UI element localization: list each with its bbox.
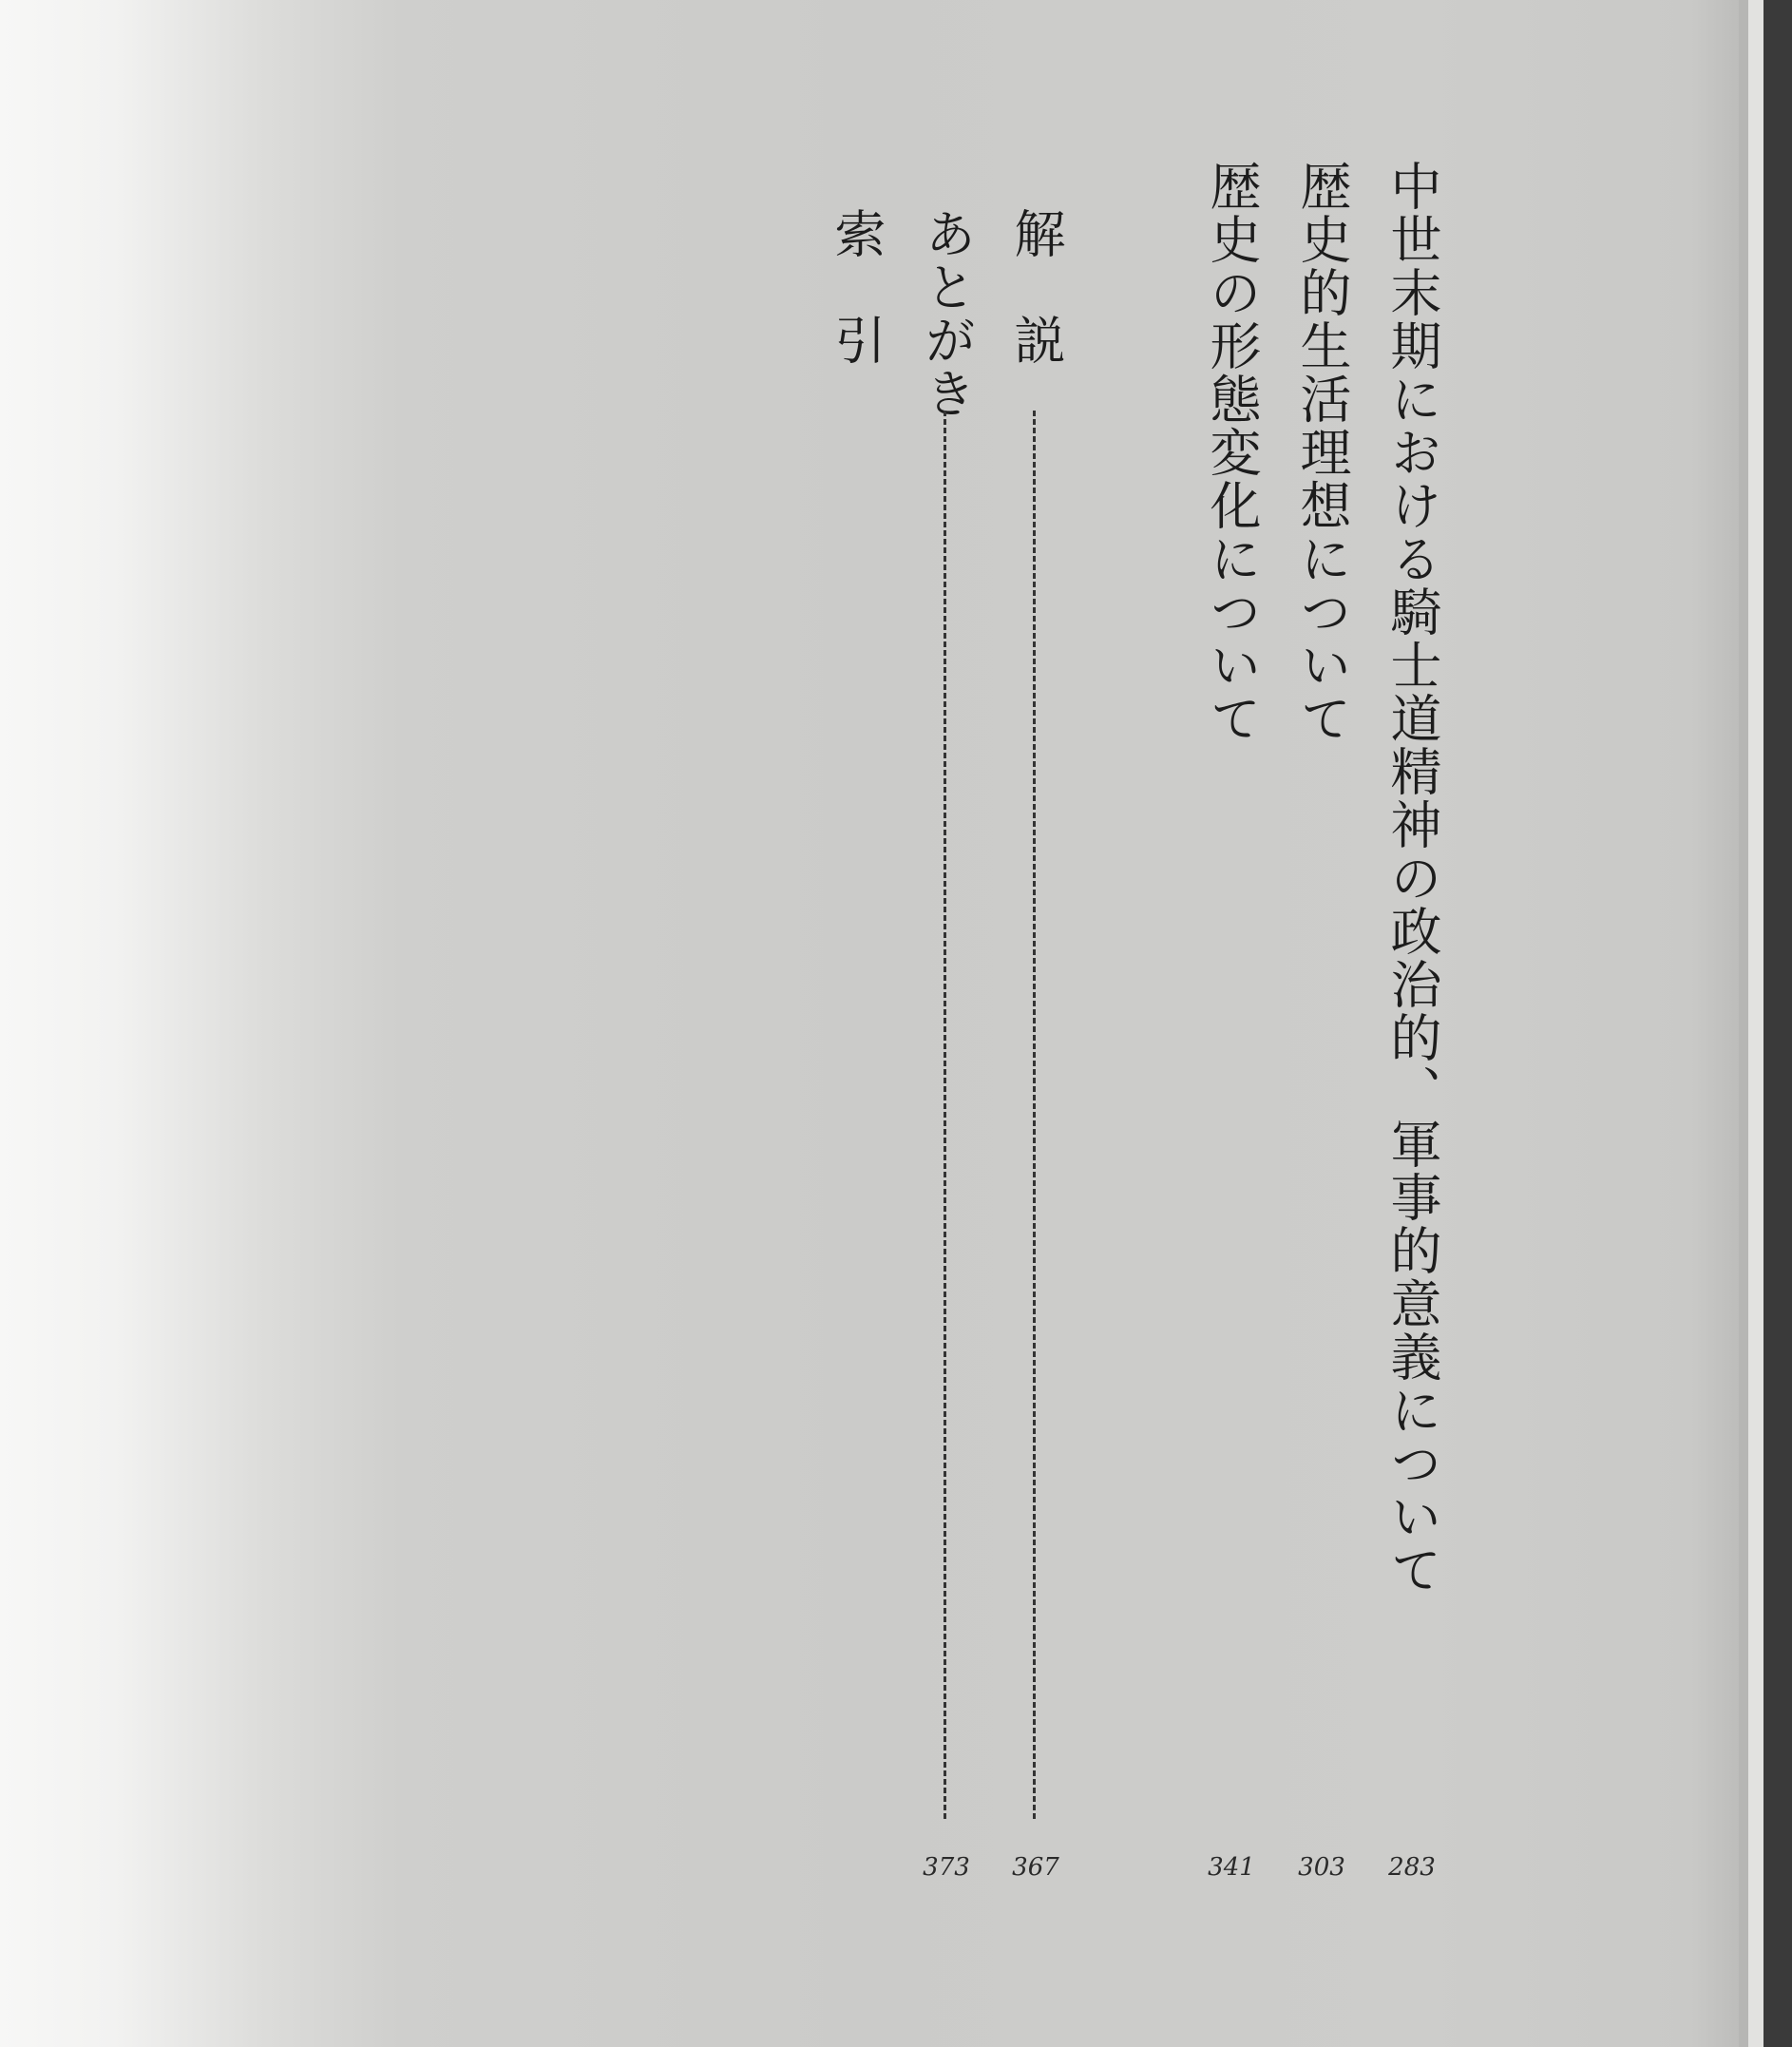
page-gutter (1748, 0, 1763, 2047)
dotted-leader (1033, 411, 1036, 1819)
dotted-leader (944, 411, 946, 1819)
toc-entry-title: 歴史的生活理想について (1292, 160, 1352, 745)
toc-page-number: 303 (1298, 1853, 1345, 1882)
toc-page-number: 283 (1388, 1853, 1436, 1882)
toc-entry-title: 解 説 (1006, 207, 1066, 367)
book-cover-edge (1763, 0, 1792, 2047)
toc-entry-title: 歴史の形態変化について (1202, 160, 1262, 745)
page-edge (1739, 0, 1748, 2047)
toc-page-number: 373 (923, 1853, 970, 1882)
toc-entry-title: 索 引 (827, 207, 886, 367)
toc-entry-title: 中世末期における騎士道精神の政治的、軍事的意義について (1382, 160, 1442, 1597)
toc-page-number: 341 (1208, 1853, 1255, 1882)
toc-entry-title: あとがき (917, 207, 977, 420)
toc-page-number: 367 (1012, 1853, 1059, 1882)
